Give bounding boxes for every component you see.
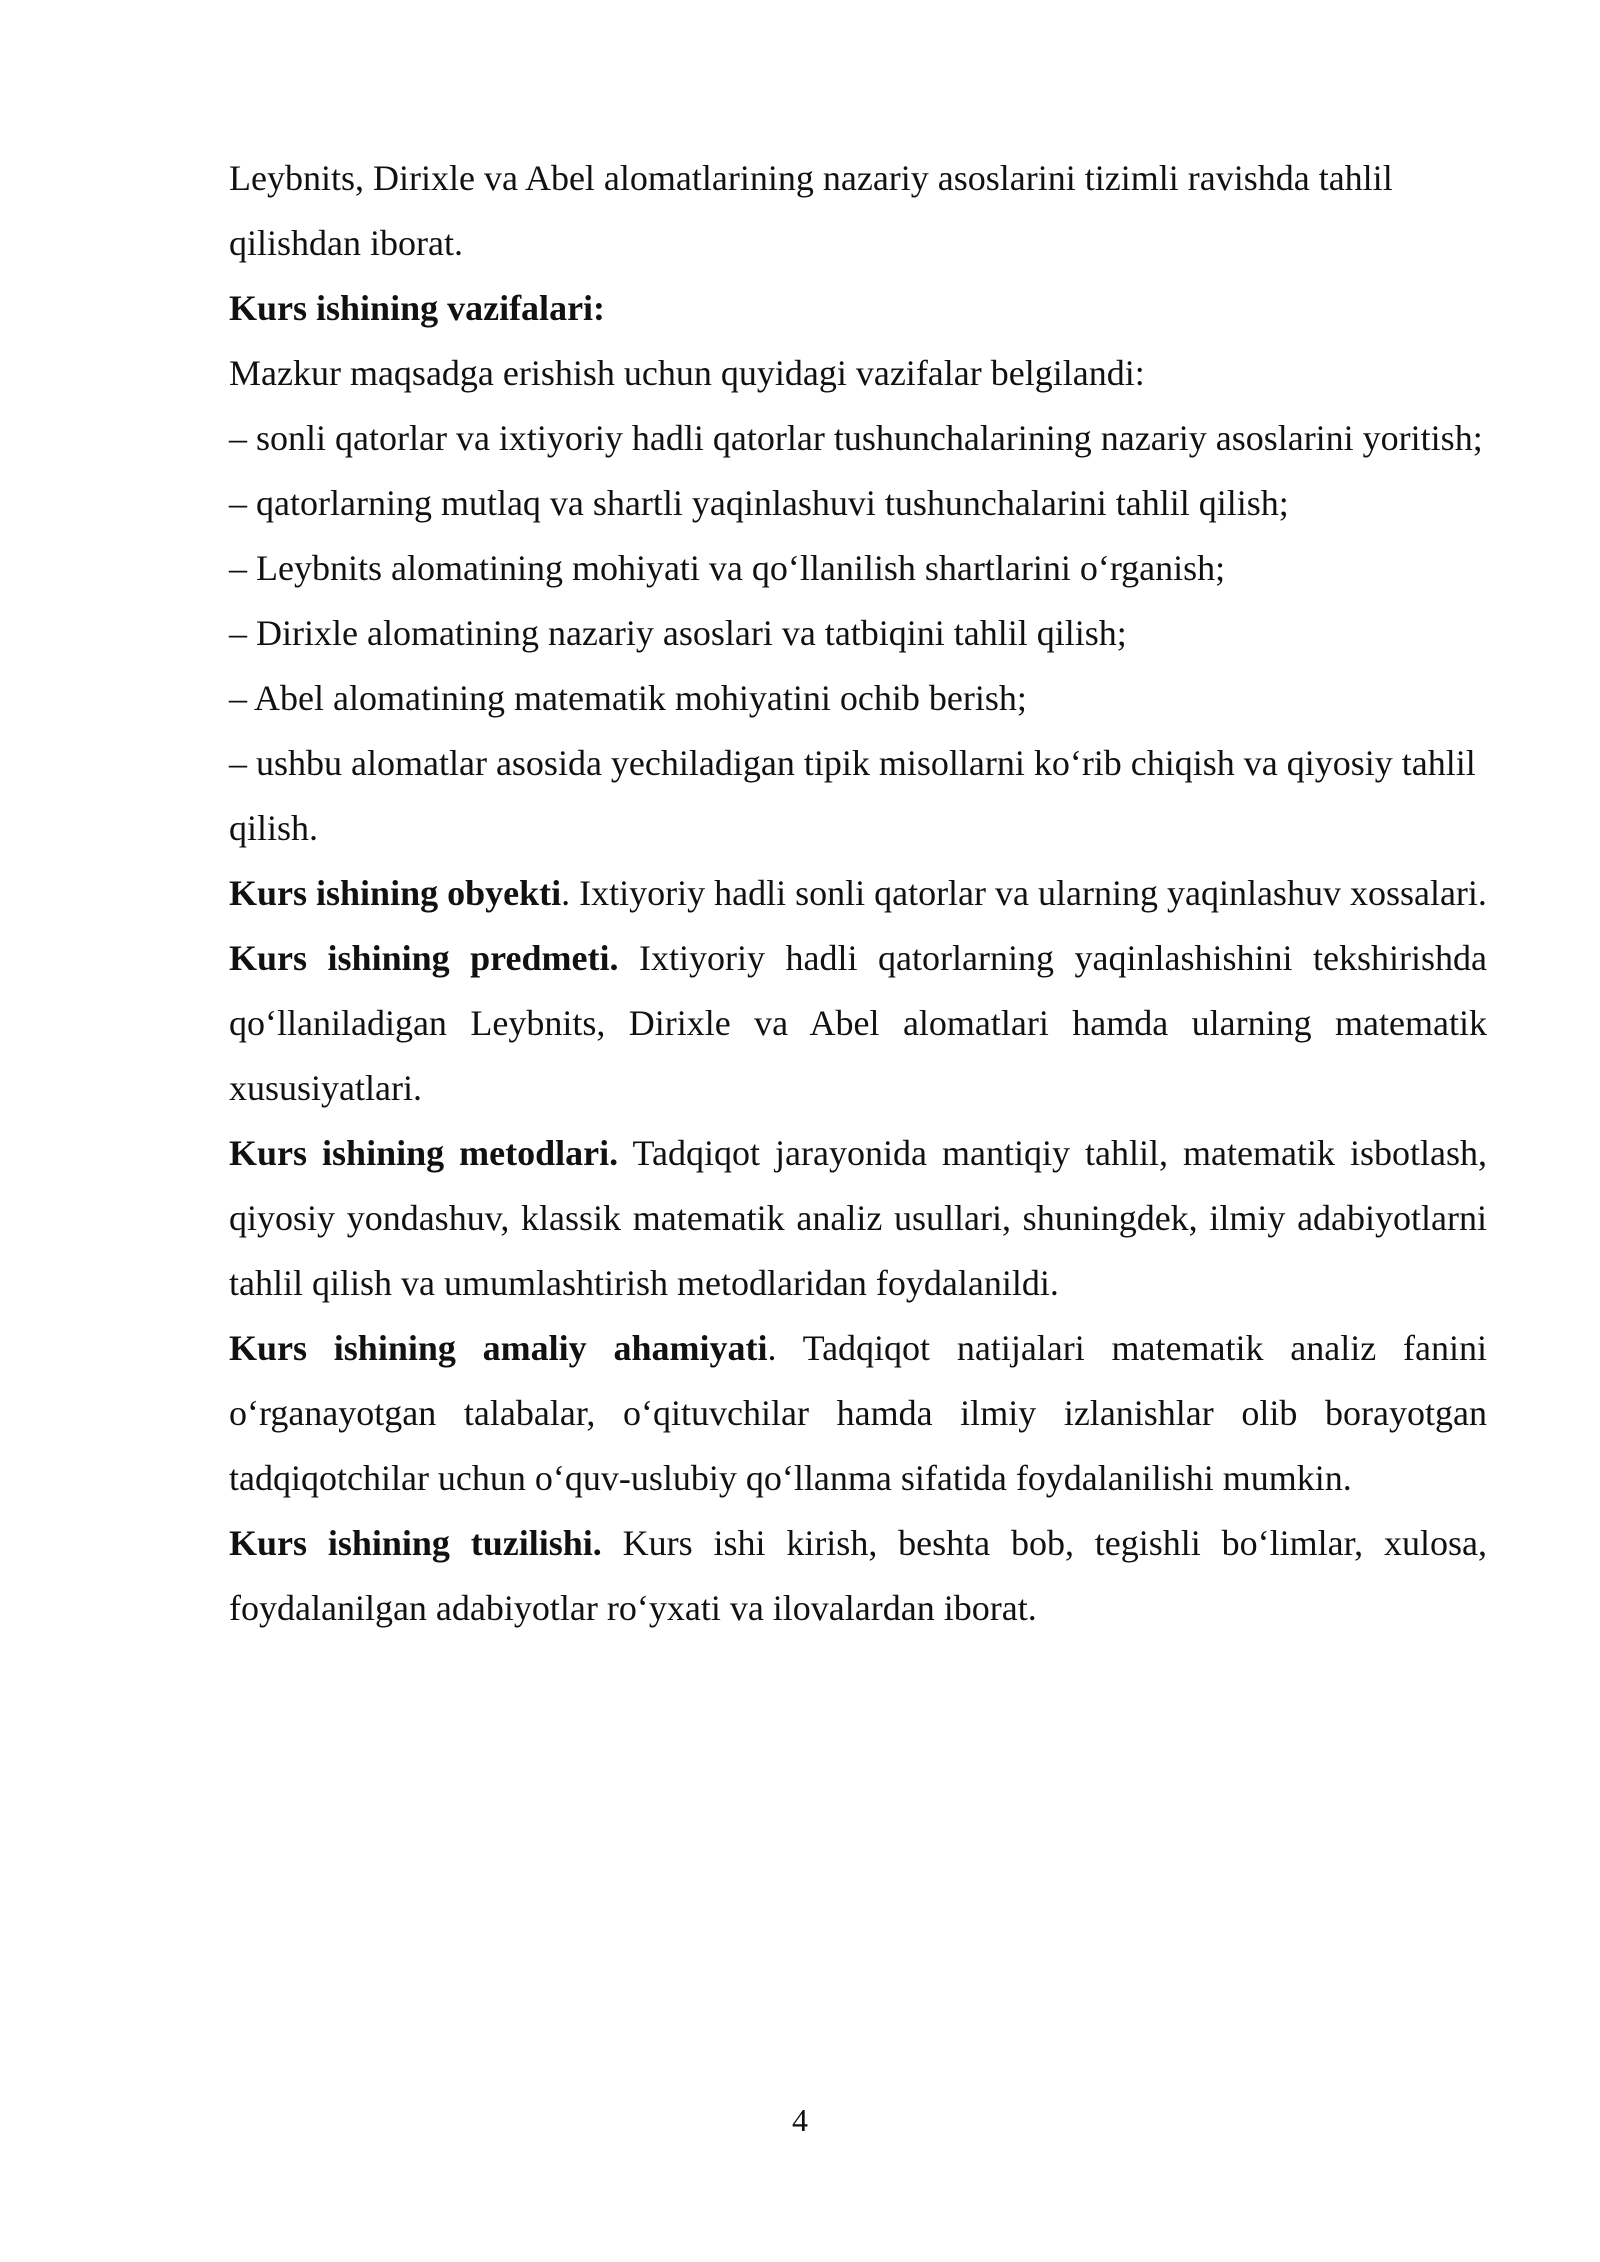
tasks-heading: Kurs ishining vazifalari: [229, 288, 606, 328]
structure-label: Kurs ishining tuzilishi. [229, 1523, 602, 1563]
task-item: – ushbu alomatlar asosida yechiladigan tipik misollarni ko‘rib chiqish va qiyosiy tahlil qilish. [229, 743, 1476, 848]
object-text: . Ixtiyoriy hadli sonli qatorlar va ularning yaqinlashuv xossalari. [561, 873, 1487, 913]
significance-text: . Tadqiqot natijalari matematik analiz fanini o‘rganayotgan talabalar, o‘qituvchilar hamda ilmiy izlanishlar olib borayotgan tadqiqotchilar uchun o‘quv-uslubiy qo‘llanma sifatida foydalanilishi mumkin. [229, 1328, 1487, 1498]
task-item: – Abel alomatining matematik mohiyatini ochib berish; [229, 678, 1027, 718]
object-paragraph [229, 861, 1487, 926]
intro-paragraph: Leybnits, Dirixle va Abel alomatlarining nazariy asoslarini tizimli ravishda tahlil qilishdan iborat. [229, 158, 1393, 263]
task-item: – Leybnits alomatining mohiyati va qo‘llanilish shartlarini o‘rganish; [229, 548, 1226, 588]
document-body [229, 146, 1487, 1641]
structure-paragraph [229, 1511, 1487, 1641]
significance-paragraph [229, 1316, 1487, 1511]
task-item: – qatorlarning mutlaq va shartli yaqinlashuvi tushunchalarini tahlil qilish; [229, 483, 1289, 523]
task-item: – Dirixle alomatining nazariy asoslari va tatbiqini tahlil qilish; [229, 613, 1127, 653]
methods-paragraph [229, 1121, 1487, 1316]
subject-text: Ixtiyoriy hadli qatorlarning yaqinlashishini tekshirishda qo‘llaniladigan Leybnits, Dirixle va Abel alomatlari hamda ularning matematik xususiyatlari. [229, 938, 1487, 1108]
tasks-lead: Mazkur maqsadga erishish uchun quyidagi vazifalar belgilandi: [229, 353, 1145, 393]
subject-label: Kurs ishining predmeti. [229, 938, 619, 978]
significance-label: Kurs ishining amaliy ahamiyati [229, 1328, 768, 1368]
task-item: – sonli qatorlar va ixtiyoriy hadli qatorlar tushunchalarining nazariy asoslarini yoritish; [229, 418, 1483, 458]
page-number: 4 [792, 2102, 808, 2138]
structure-text: Kurs ishi kirish, beshta bob, tegishli bo‘limlar, xulosa, foydalanilgan adabiyotlar ro‘yxati va ilovalardan iborat. [229, 1523, 1487, 1628]
methods-text: Tadqiqot jarayonida mantiqiy tahlil, matematik isbotlash, qiyosiy yondashuv, klassik matematik analiz usullari, shuningdek, ilmiy adabiyotlarni tahlil qilish va umumlashtirish metodlaridan foydalanildi. [229, 1133, 1487, 1303]
methods-label: Kurs ishining metodlari. [229, 1133, 619, 1173]
subject-paragraph [229, 926, 1487, 1121]
object-label: Kurs ishining obyekti [229, 873, 562, 913]
